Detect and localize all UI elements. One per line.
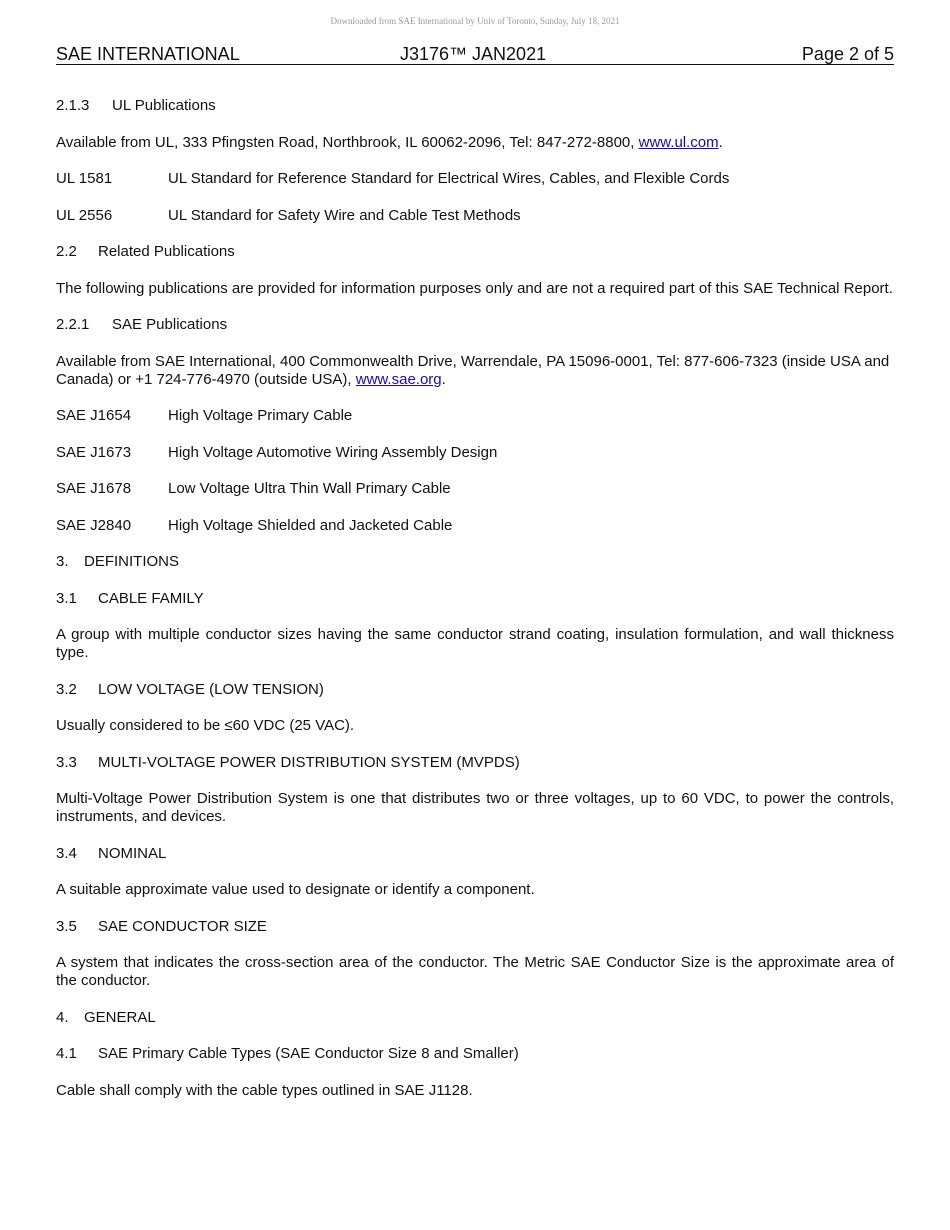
reference-row — [56, 407, 894, 425]
reference-row — [56, 444, 894, 462]
reference-row — [56, 480, 894, 498]
section-title: MULTI-VOLTAGE POWER DISTRIBUTION SYSTEM (MVPDS) — [98, 753, 520, 771]
section-3-5-text: A system that indicates the cross-section area of the conductor. The Metric SAE Conductor Size is the approximate area of the conductor. — [56, 954, 894, 989]
section-number: 4.1 — [56, 1045, 77, 1062]
section-number: 2.2 — [56, 243, 77, 260]
section-3-3-text: Multi-Voltage Power Distribution System is one that distributes two or three voltages, up to 60 VDC, to power the controls, instruments, and devices. — [56, 790, 894, 825]
reference-row — [56, 170, 894, 188]
reference-code: SAE J2840 — [56, 516, 132, 534]
section-heading-3-1 — [56, 590, 894, 608]
section-4-1-text: Cable shall comply with the cable types outlined in SAE J1128. — [56, 1081, 473, 1099]
section-3-2-text: Usually considered to be ≤60 VDC (25 VAC). — [56, 717, 355, 734]
ul-website-link[interactable]: www.ul.com — [638, 133, 719, 151]
sae-website-link[interactable]: www.sae.org — [355, 370, 442, 388]
section-heading-2-1-3 — [56, 97, 894, 115]
reference-code: SAE J1678 — [56, 480, 132, 497]
section-heading-3-4 — [56, 845, 894, 863]
section-2-2-text: The following publications are provided for information purposes only and are not a required part of this SAE Technical Report. — [56, 279, 893, 297]
section-title: DEFINITIONS — [84, 553, 180, 570]
reference-title: UL Standard for Reference Standard for Electrical Wires, Cables, and Flexible Cords — [168, 170, 730, 187]
reference-title: High Voltage Primary Cable — [168, 407, 353, 424]
section-heading-3-2 — [56, 681, 894, 699]
header-doc-id: J3176™ JAN2021 — [400, 44, 547, 64]
period: . — [718, 133, 723, 151]
reference-code: UL 2556 — [56, 206, 113, 224]
sae-availability — [56, 353, 894, 389]
header-page-number: Page 2 of 5 — [801, 44, 894, 64]
reference-code: UL 1581 — [56, 170, 113, 187]
section-number: 3.3 — [56, 753, 77, 771]
reference-title: Low Voltage Ultra Thin Wall Primary Cable — [168, 480, 451, 497]
reference-title: High Voltage Shielded and Jacketed Cable — [168, 516, 453, 534]
page-header — [56, 44, 894, 65]
document-body — [56, 97, 894, 1118]
section-number: 3.1 — [56, 589, 77, 607]
section-number: 2.1.3 — [56, 97, 90, 114]
reference-row — [56, 517, 894, 535]
section-number: 4. — [56, 1008, 69, 1026]
section-number: 2.2.1 — [56, 316, 90, 333]
section-heading-4 — [56, 1009, 894, 1027]
reference-title: High Voltage Automotive Wiring Assembly Design — [168, 443, 498, 461]
ul-availability — [56, 134, 894, 152]
reference-title: UL Standard for Safety Wire and Cable Test Methods — [168, 206, 521, 224]
download-watermark: Downloaded from SAE International by Univ of Toronto, Sunday, July 18, 2021 — [330, 16, 620, 26]
section-title: GENERAL — [84, 1008, 156, 1026]
section-title: LOW VOLTAGE (LOW TENSION) — [98, 680, 324, 698]
section-title: NOMINAL — [98, 844, 167, 862]
section-heading-3 — [56, 553, 894, 571]
section-number: 3. — [56, 553, 69, 570]
section-3-1-text: A group with multiple conductor sizes having the same conductor strand coating, insulation formulation, and wall thickness type. — [56, 626, 894, 661]
reference-code: SAE J1673 — [56, 443, 132, 461]
section-title: UL Publications — [112, 97, 216, 114]
sae-availability-text: Available from SAE International, 400 Commonwealth Drive, Warrendale, PA 15096-0001, Tel: 877-606-7323 (inside USA and Canada) or +1 724-776-4970 (outside USA), — [56, 352, 890, 388]
ul-availability-text: Available from UL, 333 Pfingsten Road, Northbrook, IL 60062-2096, Tel: 847-272-8800, — [56, 133, 639, 151]
section-3-4-text: A suitable approximate value used to designate or identify a component. — [56, 881, 535, 898]
section-heading-2-2-1 — [56, 316, 894, 334]
section-number: 3.5 — [56, 917, 77, 935]
section-title: SAE CONDUCTOR SIZE — [98, 917, 267, 935]
section-title: SAE Primary Cable Types (SAE Conductor Size 8 and Smaller) — [98, 1045, 519, 1062]
reference-row — [56, 207, 894, 225]
header-org: SAE INTERNATIONAL — [56, 44, 240, 64]
section-heading-3-5 — [56, 918, 894, 936]
period: . — [441, 370, 446, 388]
section-number: 3.4 — [56, 844, 77, 862]
section-number: 3.2 — [56, 680, 77, 698]
reference-code: SAE J1654 — [56, 407, 132, 424]
section-title: Related Publications — [98, 243, 235, 260]
section-heading-4-1 — [56, 1045, 894, 1063]
section-heading-2-2 — [56, 243, 894, 261]
section-title: SAE Publications — [112, 316, 228, 333]
section-heading-3-3 — [56, 754, 894, 772]
section-title: CABLE FAMILY — [98, 589, 204, 607]
